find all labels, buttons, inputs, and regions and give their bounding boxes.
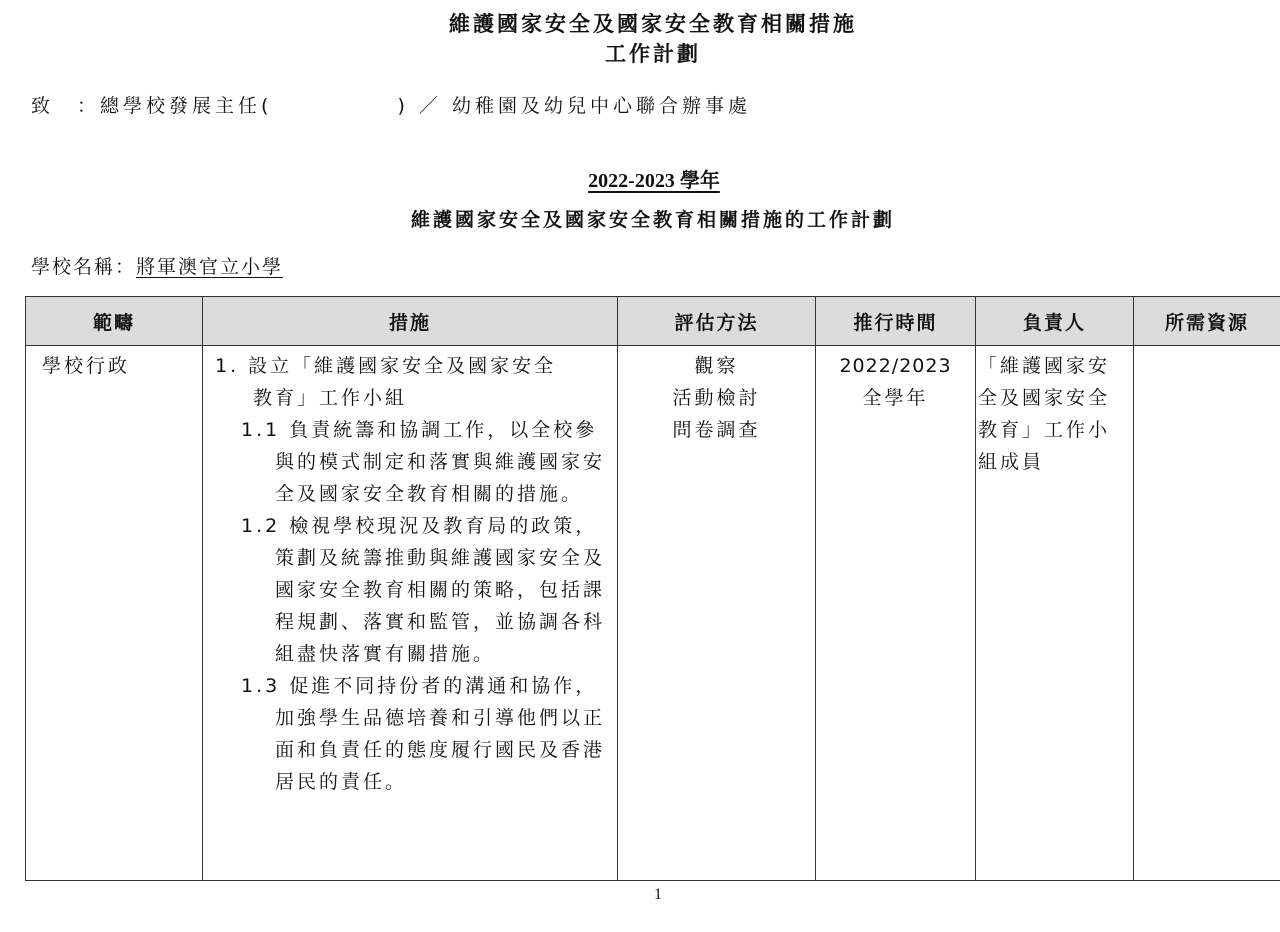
header-time: 推行時間 — [816, 297, 976, 346]
cell-area: 學校行政 — [26, 346, 203, 881]
measure-sub1: 1.1 負責統籌和協調工作，以全校參與的模式制定和落實與維護國家安全及國家安全教育相關的措施。 — [241, 419, 606, 505]
plan-subtitle: 維護國家安全及國家安全教育相關措施的工作計劃 — [410, 209, 895, 231]
cell-owner: 「維護國家安全及國家安全教育」工作小組成員 — [976, 346, 1134, 881]
table-header-row — [26, 297, 1280, 346]
measure-sub3: 1.3 促進不同持份者的溝通和協作，加強學生品德培養和引導他們以正面和負責任的態度履行國民及香港居民的責任。 — [241, 675, 606, 793]
page-number: 1 — [654, 886, 662, 903]
header-owner: 負責人 — [976, 297, 1134, 346]
cell-measure — [203, 346, 618, 881]
work-plan-table — [25, 296, 1280, 881]
school-name-line — [31, 252, 283, 279]
evaluation-item: 問卷調查 — [672, 419, 761, 441]
addressee-line: 致 ：總學校發展主任( ) ／ 幼稚園及幼兒中心聯合辦事處 — [31, 95, 751, 117]
measure-item1-line1: 1. 設立「維護國家安全及國家安全 — [215, 355, 557, 377]
doc-title-line2: 工作計劃 — [605, 42, 701, 66]
evaluation-item: 觀察 — [694, 355, 739, 377]
cell-resources — [1134, 346, 1280, 881]
header-measure: 措施 — [203, 297, 618, 346]
header-resources: 所需資源 — [1134, 297, 1280, 346]
measure-item1-line2: 教育」工作小組 — [253, 387, 408, 409]
school-name-label: 學校名稱： — [31, 256, 137, 278]
school-name: 將軍澳官立小學 — [136, 256, 284, 278]
time-period: 全學年 — [862, 387, 929, 409]
cell-time — [816, 346, 976, 881]
header-area: 範疇 — [26, 297, 203, 346]
measure-sub2: 1.2 檢視學校現況及教育局的政策，策劃及統籌推動與維護國家安全及國家安全教育相關的策略，包括課程規劃、落實和監管，並協調各科組盡快落實有關措施。 — [241, 515, 606, 665]
school-year — [0, 164, 1280, 193]
evaluation-item: 活動檢討 — [672, 387, 761, 409]
time-year: 2022/2023 — [839, 355, 952, 377]
header-evaluation: 評估方法 — [618, 297, 816, 346]
table-row — [26, 346, 1280, 881]
school-year-text: 2022-2023 學年 — [588, 170, 720, 192]
doc-title-line1: 維護國家安全及國家安全教育相關措施 — [449, 12, 857, 36]
cell-evaluation — [618, 346, 816, 881]
